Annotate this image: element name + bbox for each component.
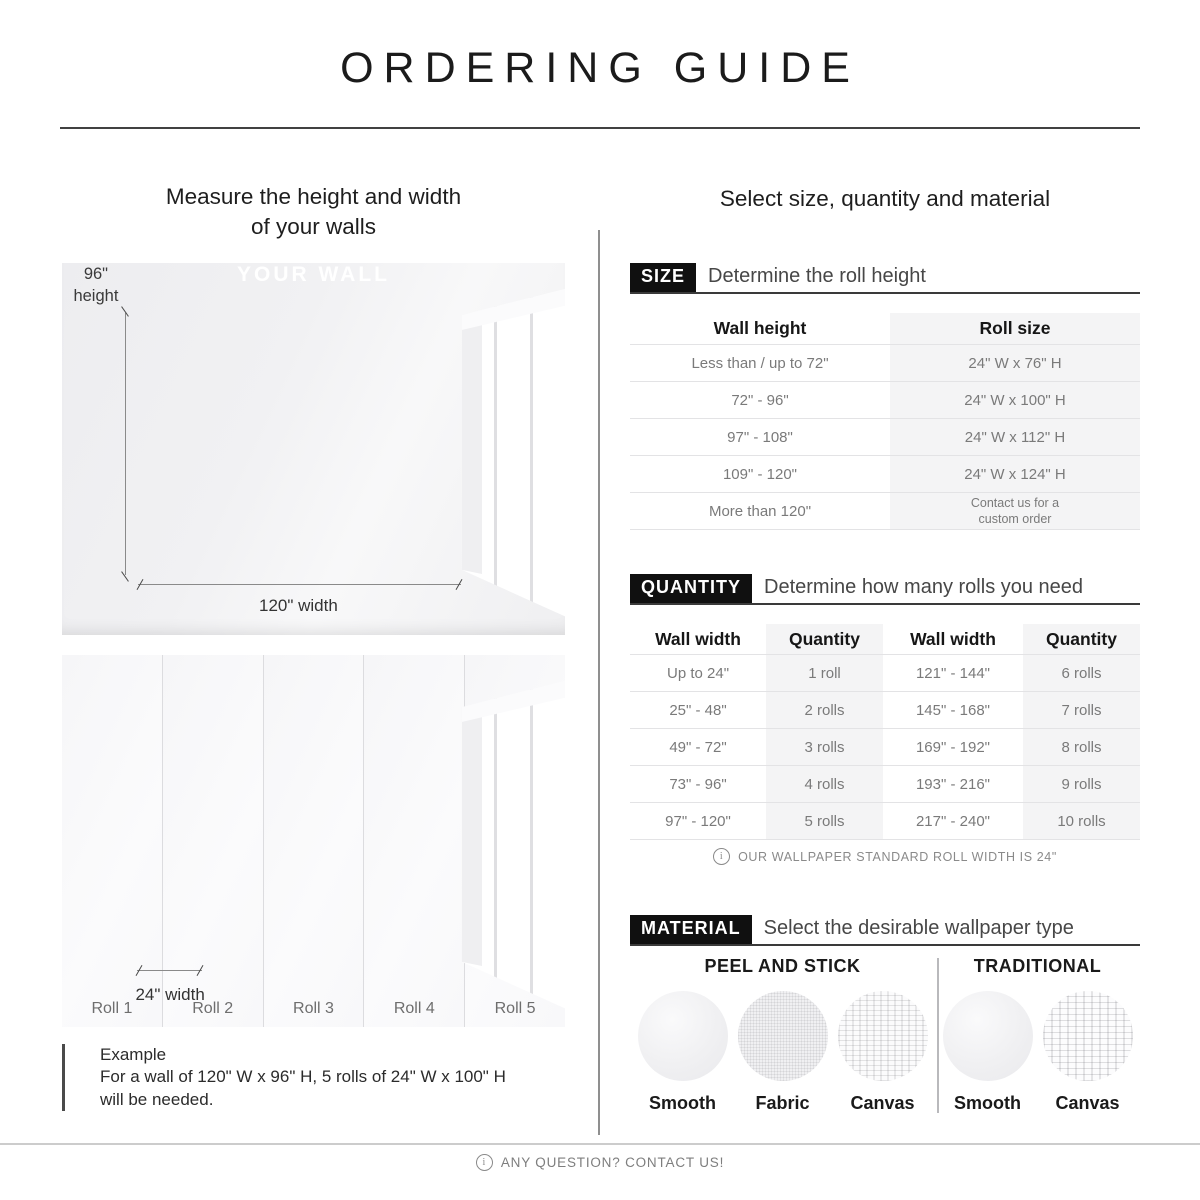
quantity-table-row: [630, 729, 1140, 766]
column-header-quantity: Quantity: [766, 624, 883, 654]
roll-panel: [364, 655, 465, 1027]
fabric-texture-swatch: [738, 991, 828, 1081]
size-table-row: [630, 345, 1140, 382]
quantity-section-header: [630, 574, 1140, 605]
roll-width-dimension-label: 24" width: [135, 984, 205, 1004]
quantity-cell: 4 rolls: [766, 766, 883, 802]
swatch-canvas: [835, 991, 930, 1114]
your-wall-label: YOUR WALL: [237, 263, 390, 286]
roll-size-cell: 24" W x 124" H: [890, 456, 1140, 492]
smooth-texture-swatch: [638, 991, 728, 1081]
material-group-title: PEEL AND STICK: [704, 956, 861, 976]
smooth-texture-swatch: [943, 991, 1033, 1081]
swatch-smooth: [635, 991, 730, 1114]
material-group-divider: [937, 958, 939, 1113]
quantity-cell: 10 rolls: [1023, 803, 1140, 839]
material-badge: MATERIAL: [630, 915, 752, 944]
wall-height-cell: 72" - 96": [731, 391, 789, 409]
quantity-cell: 2 rolls: [766, 692, 883, 728]
wall-width-cell: 73" - 96": [669, 775, 727, 793]
quantity-cell: 8 rolls: [1023, 729, 1140, 765]
size-table-row: [630, 382, 1140, 419]
wall-width-cell: 217" - 240": [915, 812, 991, 830]
room-illustration-rolls: [62, 655, 565, 1027]
size-table-row: [630, 456, 1140, 493]
size-table-row: [630, 493, 1140, 530]
quantity-table-row: [630, 803, 1140, 840]
column-header-wall-width: Wall width: [910, 628, 996, 649]
height-value: 96": [83, 265, 109, 283]
measure-heading: [62, 182, 565, 241]
quantity-cell: 7 rolls: [1023, 692, 1140, 728]
column-divider: [598, 230, 600, 1135]
footer-divider: [0, 1143, 1200, 1145]
roll-panel: [264, 655, 365, 1027]
size-badge: SIZE: [630, 263, 696, 292]
material-group-title: TRADITIONAL: [973, 956, 1102, 976]
swatch-label: Smooth: [954, 1093, 1021, 1113]
width-dimension-line: [138, 584, 461, 585]
material-group-traditional: [935, 956, 1140, 1114]
height-word: height: [73, 287, 119, 306]
quantity-badge: QUANTITY: [630, 574, 752, 603]
page-title: ORDERING GUIDE: [340, 44, 860, 92]
title-divider: [60, 127, 1140, 129]
roll-size-cell: 24" W x 76" H: [890, 345, 1140, 381]
swatch-label: Canvas: [1055, 1093, 1120, 1113]
roll-width-note: [630, 848, 1140, 865]
column-header-roll-size: Roll size: [890, 313, 1140, 344]
wall-height-cell: 97" - 108": [727, 428, 793, 446]
wall-width-cell: Up to 24": [666, 664, 730, 682]
material-subtitle: Select the desirable wallpaper type: [763, 916, 1074, 939]
roll-label: Roll 4: [393, 999, 435, 1017]
size-table-row: [630, 419, 1140, 456]
roll-size-cell: 24" W x 112" H: [890, 419, 1140, 455]
size-section-header: [630, 263, 1140, 294]
quantity-table-header-row: [630, 624, 1140, 655]
width-dimension-label: 120" width: [258, 595, 338, 615]
example-line2: will be needed.: [100, 1089, 214, 1109]
example-title: Example: [100, 1045, 167, 1064]
roll-label: Roll 3: [293, 999, 334, 1017]
quantity-cell: 5 rolls: [766, 803, 883, 839]
wall-width-cell: 169" - 192": [915, 738, 991, 756]
swatch-label: Fabric: [755, 1093, 810, 1113]
roll-width-dimension-line: [137, 970, 202, 971]
column-header-wall-width: Wall width: [655, 628, 741, 649]
height-dimension-label: [62, 263, 130, 635]
swatch-row: [935, 991, 1140, 1114]
roll-size-cell: 24" W x 100" H: [890, 382, 1140, 418]
column-header-quantity: Quantity: [1023, 624, 1140, 654]
footer-contact-text: ANY QUESTION? CONTACT US!: [500, 1155, 725, 1170]
quantity-table: [630, 624, 1140, 840]
example-line1: For a wall of 120" W x 96" H, 5 rolls of 24" W x 100" H: [100, 1067, 506, 1087]
column-header-wall-height: Wall height: [713, 318, 807, 338]
example-note: [62, 1044, 570, 1111]
roll-width-note-text: OUR WALLPAPER STANDARD ROLL WIDTH IS 24": [738, 849, 1057, 864]
room-illustration-your-wall: [62, 263, 565, 635]
quantity-cell: 1 roll: [766, 655, 883, 691]
swatch-row: [630, 991, 935, 1114]
wall-height-cell: More than 120": [708, 502, 812, 520]
contact-custom-order-text: Contact us for a custom order: [970, 495, 1060, 526]
swatch-label: Smooth: [649, 1093, 716, 1113]
swatch-fabric: [735, 991, 830, 1114]
quantity-table-row: [630, 655, 1140, 692]
roll-size-cell: [890, 493, 1140, 529]
wall-width-cell: 49" - 72": [669, 738, 727, 756]
roll-label: Roll 5: [494, 999, 536, 1017]
material-group-peel-and-stick: [630, 956, 935, 1114]
quantity-subtitle: Determine how many rolls you need: [764, 575, 1084, 598]
material-groups: [630, 956, 1140, 1114]
quantity-cell: 6 rolls: [1023, 655, 1140, 691]
quantity-cell: 3 rolls: [766, 729, 883, 765]
info-icon: [713, 848, 730, 865]
roll-label: Roll 2: [192, 999, 234, 1017]
wall-width-cell: 145" - 168": [915, 701, 991, 719]
size-subtitle: Determine the roll height: [708, 264, 926, 287]
wall-width-cell: 97" - 120": [665, 812, 731, 830]
roll-label: Roll 1: [91, 999, 133, 1017]
footer-contact: [0, 1154, 1200, 1171]
wall-height-cell: 109" - 120": [722, 465, 798, 483]
quantity-table-row: [630, 766, 1140, 803]
wall-width-cell: 193" - 216": [915, 775, 991, 793]
measure-heading-line1: Measure the height and width: [165, 184, 462, 209]
size-table: [630, 313, 1140, 530]
info-icon: [476, 1154, 493, 1171]
quantity-table-row: [630, 692, 1140, 729]
material-section-header: [630, 915, 1140, 946]
wall-width-cell: 25" - 48": [669, 701, 727, 719]
select-heading: Select size, quantity and material: [719, 186, 1051, 211]
measure-heading-line2: of your walls: [250, 213, 377, 239]
wall-height-cell: Less than / up to 72": [691, 354, 829, 372]
canvas-texture-swatch: [838, 991, 928, 1081]
swatch-smooth: [940, 991, 1035, 1114]
size-table-header-row: [630, 313, 1140, 345]
wall-width-cell: 121" - 144": [915, 664, 991, 682]
swatch-canvas: [1040, 991, 1135, 1114]
swatch-label: Canvas: [850, 1093, 915, 1113]
canvas-texture-swatch: [1043, 991, 1133, 1081]
quantity-cell: 9 rolls: [1023, 766, 1140, 802]
